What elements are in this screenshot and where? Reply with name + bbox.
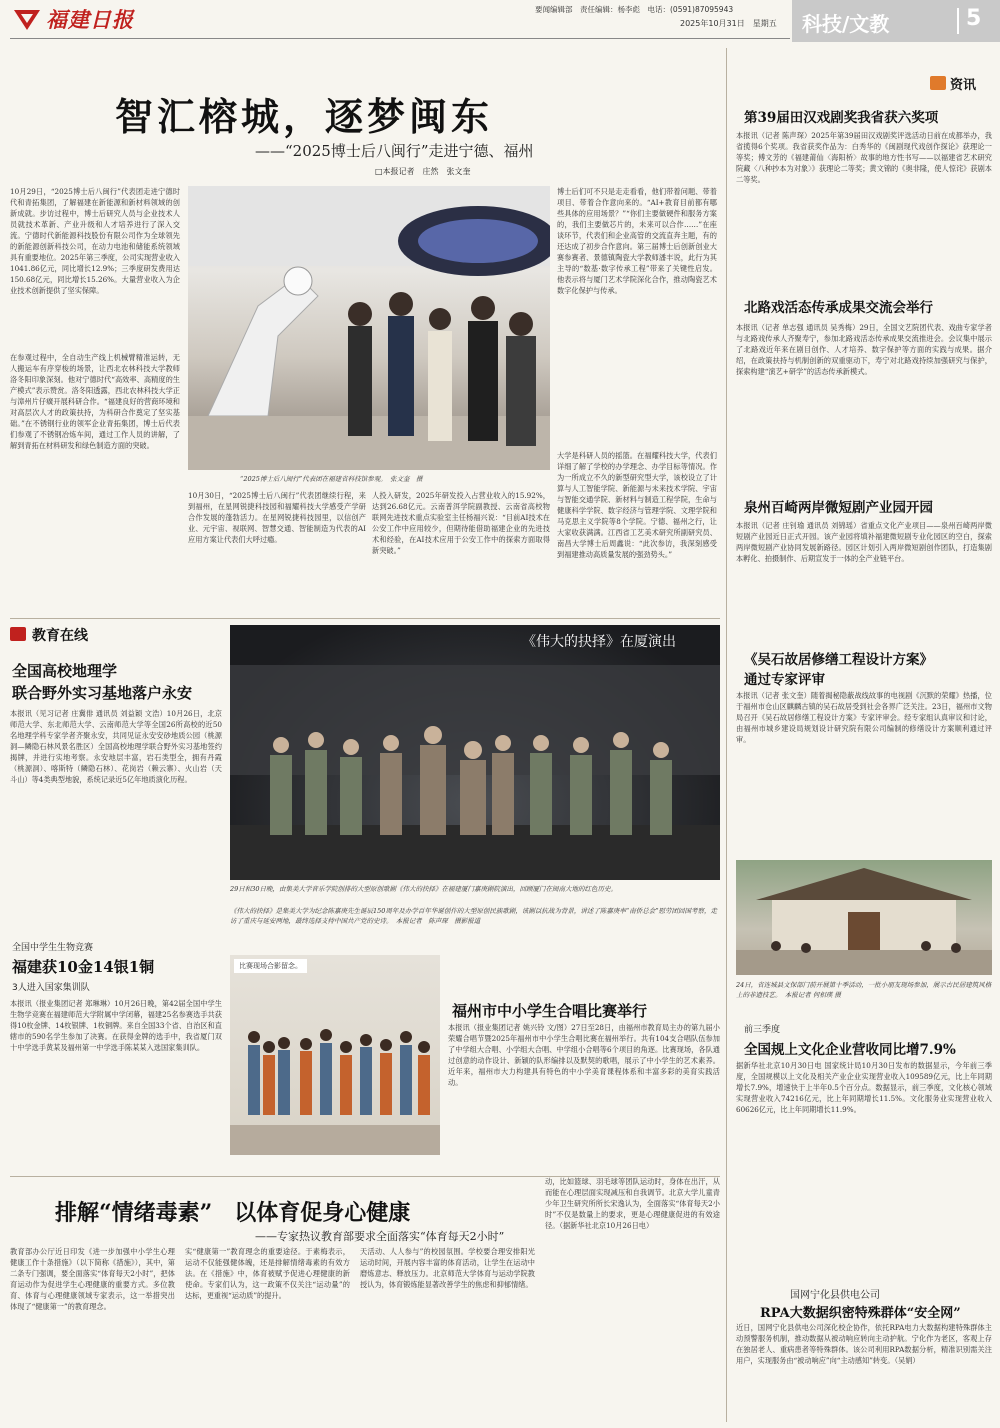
book-icon	[10, 627, 26, 641]
edu-headline-1a: 全国高校地理学	[12, 662, 118, 680]
robot-arm-scene-icon	[188, 186, 550, 470]
edu-story-1: 本报讯（见习记者 庄冀俳 通讯员 刘益颖 文浩）10月26日，北京师范大学、东北师范大学、云南师范大学等全国26所高校的近50名地理学科专家学者齐聚永安，共同见证永安安砂地质公园（桃源洞—鳞隐石林风景名胜区）全国高校地理学联合野外实习基地签约揭牌，并进行实地考察。永安地层丰富，岩石类型全，拥有丹霞（桃源洞）、喀斯特（鳞隐石林）、花岗岩（赖云寨）、火山岩（天斗山）等4类典型地貌，系统记录近5亿年地质演化历程。	[10, 709, 222, 784]
section-name: 科技/文教	[802, 12, 890, 36]
right-headline-4a: 《吴石故居修缮工程设计方案》	[744, 652, 933, 668]
lead-byline: □本报记者 庄然 张文奎	[375, 167, 471, 176]
masthead-rule	[10, 38, 790, 39]
bottom-column-4: 动，比如篮球、羽毛球等团队运动时，身体在出汗，从而能在心理层面实现减压和自我调节。北京大学儿童青少年卫生研究所所长宋逸认为，全面落实“体育每天2小时”不仅是数量上的要求，更是心理健康促进的有效途径。（据新华社北京10月26日电）	[545, 1177, 720, 1230]
lead-column-6: 大学是科研人员的摇篮。在福耀科技大学，代表们详细了解了学校的办学理念、办学目标等情况。作为一所成立不久的新型研究型大学，该校设立了计算与人工智能学院、新能源与未来技术学院、宇宙与智能交通学院、新材料与制造工程学院，生命与健康科学学院、数字经济与管理学院、文理学院和马克思主义学院等8个学院。宁德、福州之行，让大家收获满满。江西省工艺美术研究所副研究员、南昌大学博士后周鑫说：“此次参访，我深刻感受到福建推动高质量发展的强劲势头。”	[557, 451, 717, 559]
news-tag	[930, 74, 1000, 94]
right-column-divider	[726, 48, 727, 1422]
edu-headline-2: 福建获10金14银1铜	[12, 958, 155, 976]
bottom-subtitle: ——专家热议教育部要求全面落实“体育每天2小时”	[255, 1230, 505, 1243]
news-tag-label: 资讯	[950, 78, 977, 93]
stage-text: 《伟大的抉择》是集美大学为纪念陈嘉庚先生诞辰150周年及办学百年华诞创作的大型原创民族歌剧，该剧以抗战为背景，讲述了陈嘉庚率“南侨总会”慰劳团回国考察，走访了重庆与延安两地，最终选择支持中国共产党的史诗。 本报记者 陈声琛 摄影报道	[230, 907, 718, 925]
opera-stage-icon	[230, 625, 720, 880]
lead-column-4: 人投入研发，2025年研发投入占营业收入的15.92%，达到26.68亿元。云南普洱学院副教授、云南省高校物联网先进技术重点实验室主任杨福兴说：“目前AI技术在公安工作中应用较少，但期待能借助福建企业的先进技术和经验，在AI技术应用于公安工作中的探索方面取得新突破。”	[372, 491, 550, 555]
newspaper-logo: 福建日报	[46, 7, 134, 32]
heritage-house-icon	[736, 860, 992, 975]
edu-headline-2-sub: 3人进入国家集训队	[12, 983, 90, 993]
stage-caption: 29日和30日晚，由集美大学音乐学院创排的大型原创歌剧《伟大的抉择》在福建厦门嘉庚剧院演出，回顾厦门在闽南大地的红色历史。	[230, 885, 618, 893]
section-divider	[957, 8, 959, 34]
choir-badge: 比赛现场合影留念。	[234, 959, 307, 973]
bottom-column-3: 天活动、人人参与”的校园氛围。学校要合理安排阳光运动时间，开展内容丰富的体育活动，让学生在运动中磨炼意志、释放压力。北京师范大学体育与运动学院教授认为，体育锻炼能显著改善学生的焦虑和抑郁情绪。	[360, 1247, 535, 1289]
lead-column-3: 10月30日，“2025博士后八闽行”代表团继续行程，来到福州，在星网锐捷科技园和福耀科技大学感受产学研合作发展的蓬勃活力。在星网锐捷科技园里，以信创产业、元宇宙、视联网、智慧交通、智能制造为代表的AI应用方案让代表们大呼过瘾。	[188, 491, 366, 544]
page-number: 5	[966, 6, 982, 31]
lead-column-5: 博士后们可不只是走走看看，他们带着问题、带着项目、带着合作意向来的。“AI+教育目前都有哪些具体的应用场景？”“你们主要做硬件和服务方案的，我们主要做芯片的，未来可以合作……”在座谈环节，代表们和企业高管的交流直奔主题，有的还达成了初步合作意向。第三届博士后创新创业大赛参赛者、景德镇陶瓷大学教师潘丰说，此行为其主导的“数基·数字传承工程”带来了关键性启发。他表示将与厦门艺术学院深化合作，推动陶瓷艺术数字化保护与传承。	[557, 187, 717, 295]
right-headline-2: 北路戏活态传承成果交流会举行	[744, 300, 933, 316]
choir-scene-icon	[230, 955, 440, 1155]
right-headline-6-kicker: 国网宁化县供电公司	[790, 1290, 880, 1301]
right-headline-6: RPA大数据织密特殊群体“安全网”	[760, 1306, 961, 1321]
right-story-6: 近日，国网宁化县供电公司深化校企协作，依托RPA电力大数据构建特殊群体主动预警服务机制，推动数据从被动响应转向主动护航。宁化作为老区，客观上存在独居老人、重病患者等特殊群体。该公司利用RPA数据分析，精准识别需关注用户，实现服务由“被动响应”向“主动感知”转变。（吴娟）	[736, 1323, 992, 1365]
right-headline-5: 全国规上文化企业营收同比增7.9%	[744, 1042, 956, 1058]
issue-date: 2025年10月31日 星期五	[680, 19, 777, 28]
section-banner	[792, 0, 1000, 42]
lead-photo-caption: “2025博士后八闽行”代表团在福建省科技馆参观。 张文奎 摄	[240, 475, 423, 483]
logo-mark-icon	[12, 6, 42, 32]
right-photo	[736, 860, 992, 975]
right-story-3: 本报讯（记者 庄钊瑜 通讯员 刘锦瑶）省重点文化产业项目——泉州百崎两岸微短剧产业园近日正式开园。该产业园将填补福建微短剧专业化园区的空白，探索两岸微短剧产业协同发展新路径。园区计划引入两岸微短剧创作团队，打造集剧本孵化、拍摄制作、后期宣发于一体的全产业链平台。	[736, 521, 992, 563]
right-story-5: 据新华社北京10月30日电 国家统计局10月30日发布的数据显示，今年前三季度，全国规模以上文化及相关产业企业实现营业收入109589亿元，比上年同期增长7.9%，增速快于上半年0.5个百分点。数据显示，前三季度，文化核心领域实现营业收入74216亿元，比上年同期增长11.5%。文化服务业实现营业收入60626亿元，比上年同期增长11.9%。	[736, 1061, 992, 1114]
edu-tag-label: 教育在线	[32, 628, 88, 644]
edu-story-2: 本报讯（报业集团记者 郑琳琳）10月26日晚，第42届全国中学生生物学竞赛在福建师范大学附属中学闭幕，福建25名参赛选手共获得10枚金牌、14枚银牌、1枚铜牌。来自全国33个省、自治区和直辖市的590名学生参加了决赛。在获得金牌的选手中，我省厦门双十中学选手黄某及福州第一中学选手陈某某入选国家集训队。	[10, 999, 222, 1052]
lead-column-1: 10月29日，“2025博士后八闽行”代表团走进宁德时代和青拓集团，了解福建在新能源和新材料领域的创新成就。步访过程中，博士后研究人员与企业技术人员就技术革新、产业升级和人才培养进行了深入交流。宁德时代新能源科技股份有限公司作为全球领先的新能源创新科技公司，在动力电池和储能系统领域具有重要地位。2025年第三季度，公司实现营业收入1041.86亿元，同比增长12.9%；三季度研发费用达150.68亿元，同比增长15.26%。大量营业收入为企业技术创新提供了坚实保障。	[10, 187, 180, 295]
bottom-column-1: 教育部办公厅近日印发《进一步加强中小学生心理健康工作十条措施》（以下简称《措施》），其中，第二条专门强调，要全面落实“体育每天2小时”，把体育运动作为促进学生心理健康的重要方式。多位教育、体育与心理健康领域专家表示，这一举措突出体现了“健康第一”的教育理念。	[10, 1247, 175, 1311]
right-story-2: 本报讯（记者 单志强 通讯员 吴秀梅）29日，全国文艺院团代表、戏曲专家学者与北路戏传承人齐聚寿宁，参加北路戏活态传承成果交流推进会。会议集中展示了北路戏近年来在剧目创作、人才培养、数字保护等方面的实践与成果。据介绍，在政策扶持与机制创新的双重驱动下，寿宁对北路戏持续加强研究与保护，探索构建“演艺+研学”的活态传承新模式。	[736, 323, 992, 376]
stage-photo	[230, 625, 720, 880]
right-headline-3: 泉州百崎两岸微短剧产业园开园	[744, 500, 933, 516]
edu-headline-1b: 联合野外实习基地落户永安	[12, 684, 193, 702]
choir-photo	[230, 955, 440, 1155]
edu-headline-2-kicker: 全国中学生生物竞赛	[12, 943, 94, 953]
right-headline-5-kicker: 前三季度	[744, 1025, 781, 1035]
lead-bottom-rule	[10, 618, 720, 619]
right-photo-caption: 24日，省连城县文保部门前开展第十季活动，一批小朋友现场参加，展示古民居建筑风格上的非遗技艺。 本报记者 何相瑛 摄	[736, 981, 992, 999]
right-headline-1: 第39届田汉戏剧奖我省获六奖项	[744, 110, 939, 126]
right-story-1: 本报讯（记者 陈声琛）2025年第39届田汉戏剧奖评选活动日前在成都举办，我省揽得6个奖项。我省获奖作品为：白秀华的《闽剧现代戏创作探论》获理论一等奖；傅文芳的《福建莆仙〈海阳桥〉故事的地方性书写——以福建省艺术研究院藏〈八种抄本为对象〉》获理论二等奖；黄文锦的《奥非隆，使人惊诧》获剧本二等奖。	[736, 131, 992, 184]
editor-info: 要闻编辑部 责任编辑：杨李彪 电话：(0591)87095943	[535, 5, 734, 14]
bottom-column-2: 实“健康第一”教育理念的重要途径。于素梅表示，运动不仅能强健体魄，还是排解情绪毒素的有效方法。在《措施》中，体育被赋予促进心理健康的新使命。专家们认为，这一政策不仅关注“运动量”的达标，更重视“运动质”的提升。	[185, 1247, 350, 1300]
choir-title: 福州市中小学生合唱比赛举行	[452, 1002, 648, 1020]
lead-photo	[188, 186, 550, 470]
news-flag-icon	[930, 76, 946, 90]
masthead	[0, 0, 1000, 44]
lead-subtitle: ——“2025博士后八闽行”走进宁德、福州	[255, 142, 534, 160]
choir-text: 本报讯（报业集团记者 姚兴铃 文/图）27日至28日，由福州市教育局主办的第九届小荣耀合唱节暨2025年福州市中小学生合唱比赛在福州举行。共有104支合唱队伍参加了中学组大合唱、小学组大合唱、中学组小合唱等6个项目的角逐。比赛现场，各队通过创意的动作设计、新颖的队形编排以及默契的歌唱，展示了中小学生的艺术素养。近年来，福州市大力构建具有特色的中小学美育课程体系和丰富多彩的美育实践活动。	[448, 1023, 720, 1087]
stage-title: 《伟大的抉择》在厦演出	[522, 634, 676, 650]
edu-tag	[10, 625, 120, 645]
right-story-4: 本报讯（记者 张文奎）随着揭秘隐蔽战线故事的电视剧《沉默的荣耀》热播，位于福州市仓山区麒麟古镇的吴石故居受到社会各界广泛关注。23日，福州市文物局召开《吴石故居修缮工程设计方案》专家评审会。经专家组认真审议和讨论，由福州市城乡建设局规划设计研究院有限公司编制的修缮设计方案顺利通过评审。	[736, 691, 992, 744]
bottom-title: 排解“情绪毒素” 以体育促身心健康	[55, 1200, 411, 1226]
lead-column-2: 在参观过程中，全自动生产线上机械臂精准运转，无人搬运车有序穿梭的场景，让西北农林科技大学教师洛冬阳印象深刻。他对宁德时代“高效率、高精度的生产模式”表示赞赏。洛冬阳透露，西北农林科技大学正与漳州片仔癀开展科研合作。“福建良好的营商环境和对高层次人才的政策扶持，为科研合作奠定了坚实基础。”在不锈钢行业的领军企业青拓集团，博士后代表们参观了不锈钢冶炼车间，通过工作人员的讲解，了解到青拓在材料研发和绿色制造方面的突破。	[10, 353, 180, 450]
lead-title: 智汇榕城，逐梦闽东	[115, 94, 494, 139]
right-headline-4b: 通过专家评审	[744, 672, 825, 688]
